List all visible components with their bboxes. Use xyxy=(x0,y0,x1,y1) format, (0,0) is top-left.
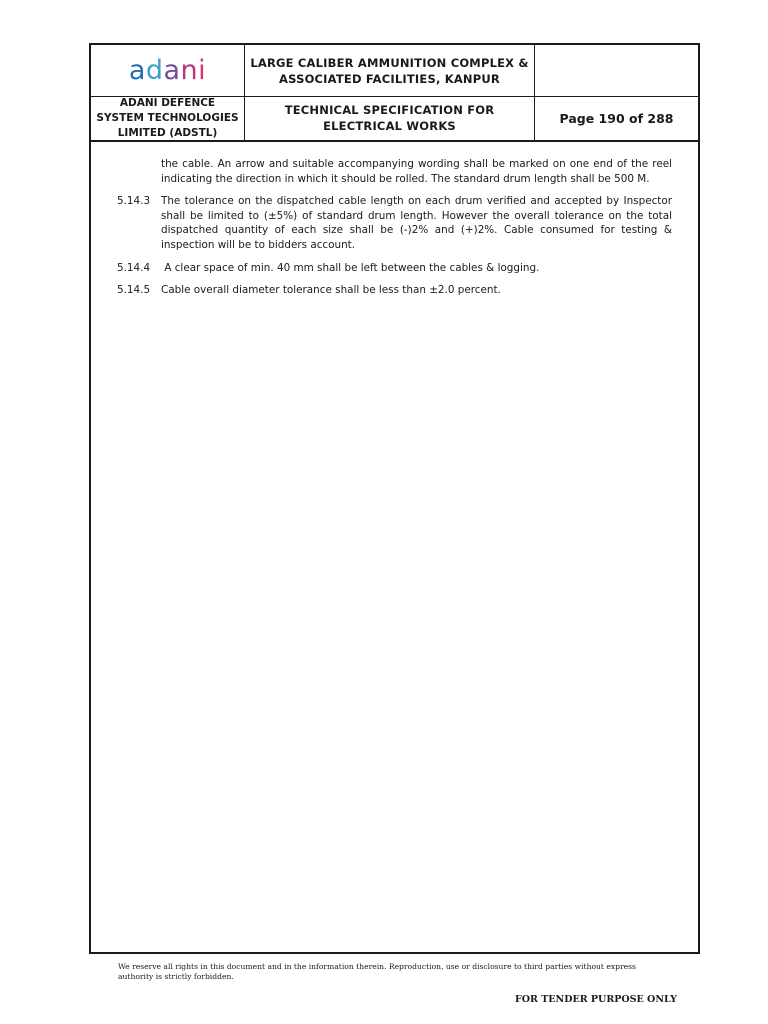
logo-letter: i xyxy=(198,55,207,86)
document-page xyxy=(89,43,700,954)
logo-letter: d xyxy=(145,55,164,86)
footer-disclaimer: We reserve all rights in this document and in the information therein. Reproduction, use or disclosure to third parties without express authority is strictly forbidden. xyxy=(118,962,636,981)
header-row-bottom xyxy=(91,96,698,142)
page-number: Page 190 of 288 xyxy=(559,110,674,126)
logo-letter: n xyxy=(180,55,199,86)
document-title: TECHNICAL SPECIFICATION FOR ELECTRICAL WORKS xyxy=(284,103,495,133)
clause-number: 5.14.3 xyxy=(117,195,151,208)
empty-header-cell xyxy=(535,45,698,96)
paragraph xyxy=(117,283,672,298)
paragraph xyxy=(117,194,672,252)
paragraph xyxy=(117,261,672,276)
clause-text: A clear space of min. 40 mm shall be left between the cables & logging. xyxy=(161,261,540,274)
project-title-cell xyxy=(245,45,535,96)
logo-letter: a xyxy=(128,55,146,86)
tender-purpose-note: FOR TENDER PURPOSE ONLY xyxy=(515,994,677,1005)
clause-text: the cable. An arrow and suitable accompanying wording shall be marked on one end of the reel indicating the direction in which it should be rolled. The standard drum length shall be 500 M. xyxy=(161,158,672,185)
company-cell xyxy=(91,96,245,140)
header-row-top xyxy=(91,45,698,97)
page-number-cell xyxy=(535,96,698,140)
company-name: ADANI DEFENCE SYSTEM TECHNOLOGIES LIMITED (ADSTL) xyxy=(96,96,239,139)
clause-number: 5.14.5 xyxy=(117,284,151,297)
project-title: LARGE CALIBER AMMUNITION COMPLEX & ASSOCIATED FACILITIES, KANPUR xyxy=(250,55,529,86)
adani-logo xyxy=(129,55,206,86)
clause-text: Cable overall diameter tolerance shall be less than ±2.0 percent. xyxy=(161,284,501,297)
paragraph xyxy=(117,157,672,186)
logo-letter: a xyxy=(163,55,181,86)
logo-cell xyxy=(91,45,245,96)
clause-number: 5.14.4 xyxy=(117,261,151,274)
doc-title-cell xyxy=(245,96,535,140)
clause-text: The tolerance on the dispatched cable length on each drum verified and accepted by Inspector shall be limited to (±5%) of standard drum length. However the overall tolerance on the total dispatched quantity of each size shall be (-)2% and (+)2%. Cable consumed for testing & inspection will be to bidders account. xyxy=(161,195,672,251)
body-content xyxy=(117,157,672,306)
